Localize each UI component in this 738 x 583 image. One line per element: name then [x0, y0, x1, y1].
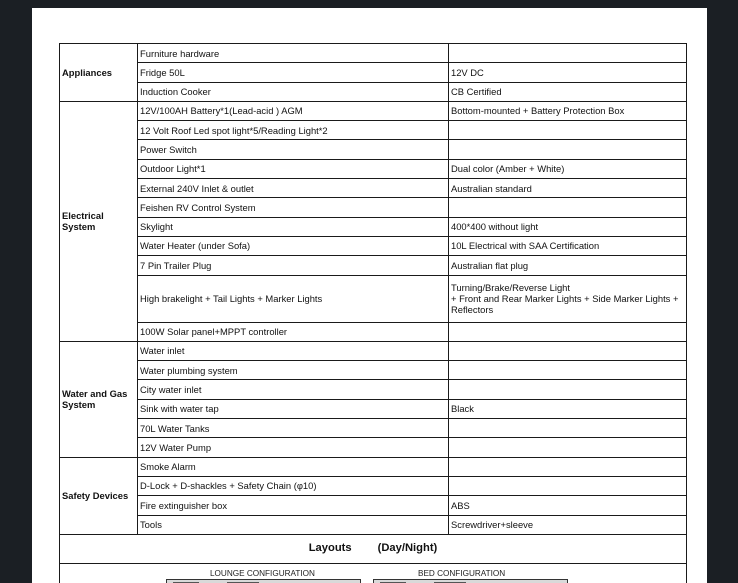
item-cell: Outdoor Light*1 — [138, 159, 449, 178]
spec-row — [60, 179, 687, 198]
spec-row — [60, 515, 687, 534]
note-cell: CB Certified — [449, 82, 687, 101]
spec-row — [60, 476, 687, 495]
note-cell — [449, 361, 687, 380]
note-cell: Dual color (Amber + White) — [449, 159, 687, 178]
note-cell — [449, 198, 687, 217]
spec-row — [60, 419, 687, 438]
spec-row — [60, 438, 687, 457]
spec-row — [60, 380, 687, 399]
item-cell: 7 Pin Trailer Plug — [138, 256, 449, 275]
spec-row — [60, 457, 687, 476]
item-cell: Skylight — [138, 217, 449, 236]
lounge-configuration-label: LOUNGE CONFIGURATION — [210, 568, 315, 578]
layouts-row — [60, 534, 687, 563]
item-cell: 12V/100AH Battery*1(Lead-acid ) AGM — [138, 101, 449, 120]
configs-row — [60, 563, 687, 583]
item-cell: External 240V Inlet & outlet — [138, 179, 449, 198]
spec-row — [60, 275, 687, 322]
layouts-subtitle: (Day/Night) — [377, 542, 438, 555]
note-cell — [449, 438, 687, 457]
spec-row — [60, 256, 687, 275]
spec-row — [60, 198, 687, 217]
item-cell: 100W Solar panel+MPPT controller — [138, 322, 449, 341]
note-line: + Front and Rear Marker Lights + Side Marker Lights + — [451, 292, 679, 304]
category-cell: Safety Devices — [60, 457, 138, 534]
item-cell: Fridge 50L — [138, 63, 449, 82]
lounge-floorplan — [166, 579, 361, 583]
item-cell: City water inlet — [138, 380, 449, 399]
note-cell: Australian standard — [449, 179, 687, 198]
item-cell: Feishen RV Control System — [138, 198, 449, 217]
note-cell — [449, 275, 687, 322]
spec-row — [60, 361, 687, 380]
note-cell — [449, 341, 687, 360]
note-cell: ABS — [449, 496, 687, 515]
item-cell: D-Lock + D-shackles + Safety Chain (φ10) — [138, 476, 449, 495]
spec-row — [60, 82, 687, 101]
note-cell — [449, 380, 687, 399]
category-cell: Electrical System — [60, 101, 138, 341]
category-cell: Water and Gas System — [60, 341, 138, 457]
spec-row — [60, 236, 687, 255]
layouts-title: Layouts — [308, 542, 352, 555]
note-cell: Bottom-mounted + Battery Protection Box — [449, 101, 687, 120]
note-cell: 12V DC — [449, 63, 687, 82]
bed-configuration-label: BED CONFIGURATION — [418, 568, 506, 578]
item-cell: Sink with water tap — [138, 399, 449, 418]
note-cell — [449, 476, 687, 495]
spec-row — [60, 159, 687, 178]
spec-row — [60, 341, 687, 360]
note-cell: Screwdriver+sleeve — [449, 515, 687, 534]
category-cell: Appliances — [60, 44, 138, 102]
bed-floorplan — [373, 579, 568, 583]
configs-cell — [60, 563, 687, 583]
note-cell — [449, 121, 687, 140]
item-cell: Furniture hardware — [138, 44, 449, 63]
item-cell: 12V Water Pump — [138, 438, 449, 457]
item-cell: Fire extinguisher box — [138, 496, 449, 515]
spec-table-body — [60, 44, 687, 535]
note-cell — [449, 140, 687, 159]
layouts-heading — [60, 534, 687, 563]
note-cell: 10L Electrical with SAA Certification — [449, 236, 687, 255]
item-cell: 12 Volt Roof Led spot light*5/Reading Light*2 — [138, 121, 449, 140]
item-cell: Induction Cooker — [138, 82, 449, 101]
item-cell: 70L Water Tanks — [138, 419, 449, 438]
spec-row — [60, 217, 687, 236]
note-line: Turning/Brake/Reverse Light — [451, 281, 570, 293]
item-cell: High brakelight + Tail Lights + Marker Lights — [138, 275, 449, 322]
spec-sheet-page — [32, 8, 707, 583]
item-cell: Water Heater (under Sofa) — [138, 236, 449, 255]
spec-row — [60, 121, 687, 140]
spec-row — [60, 496, 687, 515]
spec-row — [60, 101, 687, 120]
spec-row — [60, 140, 687, 159]
item-cell: Smoke Alarm — [138, 457, 449, 476]
note-cell — [449, 322, 687, 341]
spec-row — [60, 63, 687, 82]
spec-row — [60, 322, 687, 341]
spec-row — [60, 399, 687, 418]
note-cell: Australian flat plug — [449, 256, 687, 275]
note-cell: 400*400 without light — [449, 217, 687, 236]
spec-table — [59, 43, 687, 583]
note-cell — [449, 419, 687, 438]
note-cell: Black — [449, 399, 687, 418]
item-cell: Power Switch — [138, 140, 449, 159]
note-line: Reflectors — [451, 304, 494, 316]
item-cell: Water plumbing system — [138, 361, 449, 380]
spec-row — [60, 44, 687, 63]
note-cell — [449, 44, 687, 63]
note-cell — [449, 457, 687, 476]
item-cell: Tools — [138, 515, 449, 534]
item-cell: Water inlet — [138, 341, 449, 360]
